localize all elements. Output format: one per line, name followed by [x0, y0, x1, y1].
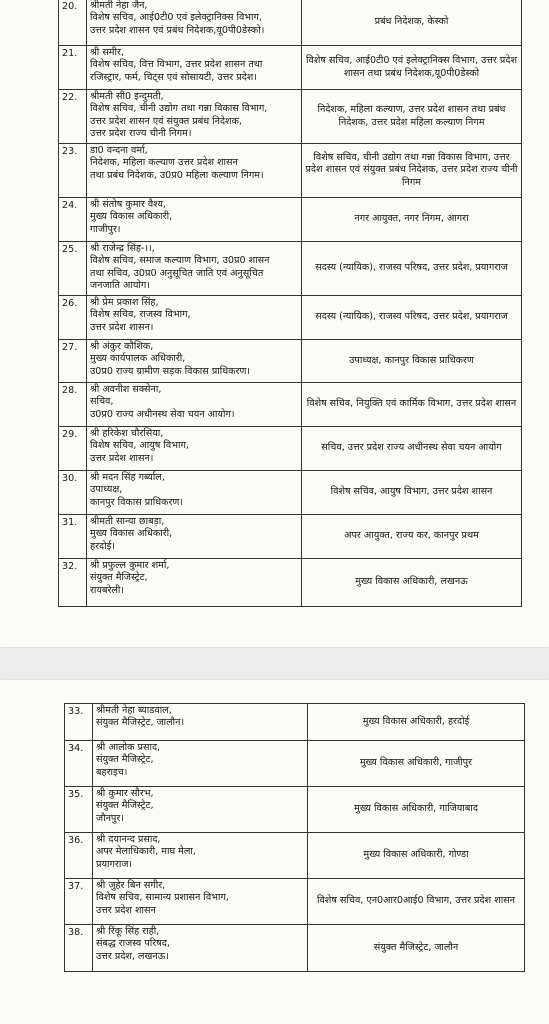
officer-line: श्रीमती सान्या छाबड़ा,	[90, 516, 165, 527]
officer-details	[87, 515, 302, 559]
serial-number: 29.	[59, 427, 87, 471]
serial-number: 22.	[59, 90, 87, 144]
officer-line: विशेष सचिव, चीनी उद्योग तथा गन्ना विकास विभाग,	[90, 103, 268, 115]
officer-line: श्री अवनीश सक्सेना,	[90, 384, 162, 395]
officer-line: गाजीपुर।	[90, 223, 121, 235]
officer-details	[93, 833, 308, 879]
officer-line: संयुक्त मैजिस्ट्रेट, जालौन।	[96, 717, 185, 729]
serial-number: 32.	[59, 559, 87, 607]
officer-line: श्रीमती सी0 इन्दुमती,	[90, 91, 164, 102]
officer-details	[87, 383, 302, 427]
table-row	[65, 787, 525, 833]
new-posting: प्रबंध निदेशक, केस्को	[302, 0, 522, 46]
officer-details	[87, 242, 302, 296]
officer-line: श्री दयानन्द प्रसाद,	[96, 834, 161, 845]
serial-number: 31.	[59, 515, 87, 559]
transfer-table-page-1	[58, 0, 522, 607]
officer-line: उत्तर प्रदेश, लखनऊ।	[96, 950, 169, 962]
officer-line: रजिस्ट्रार, फर्म, चिट्स एवं सोसायटी, उत्तर प्रदेश।	[90, 71, 257, 83]
new-posting: विशेष सचिव, आई0टी0 एवं इलेक्ट्रानिक्स विभाग, उत्तर प्रदेश शासन तथा प्रबंध निदेशक,यू0पी0डेस्को	[302, 46, 522, 90]
table-row	[59, 427, 522, 471]
table-row	[59, 198, 522, 242]
officer-details	[87, 559, 302, 607]
officer-line: रायबरेली।	[90, 584, 125, 596]
officer-details	[93, 925, 308, 972]
table-row	[59, 0, 522, 46]
table-row	[65, 879, 525, 925]
officer-details	[87, 144, 302, 198]
table-row	[59, 296, 522, 340]
serial-number: 30.	[59, 471, 87, 515]
new-posting: नगर आयुक्त, नगर निगम, आगरा	[302, 198, 522, 242]
officer-details	[87, 0, 302, 46]
officer-details	[93, 704, 308, 741]
serial-number: 35.	[65, 787, 93, 833]
officer-line: संयुक्त मैजिस्ट्रेट,	[90, 572, 148, 584]
table-row	[59, 90, 522, 144]
officer-line: श्री प्रफुल्ल कुमार शर्मा,	[90, 560, 170, 571]
officer-details	[87, 471, 302, 515]
new-posting: विशेष सचिव, एन0आर0आई0 विभाग, उत्तर प्रदेश शासन	[308, 879, 525, 925]
officer-details	[87, 340, 302, 383]
officer-line: जनजाति आयोग।	[90, 279, 150, 291]
table-row	[59, 144, 522, 198]
officer-line: अपर मेलाधिकारी, माघ मेला,	[96, 846, 196, 858]
officer-line: सचिव,	[90, 396, 114, 408]
new-posting: विशेष सचिव, चीनी उद्योग तथा गन्ना विकास विभाग, उत्तर प्रदेश शासन एवं संयुक्त प्रबंध निदेशक, उत्तर प्रदेश राज्य चीनी निगम	[302, 144, 522, 198]
serial-number: 28.	[59, 383, 87, 427]
officer-details	[87, 427, 302, 471]
table-row	[59, 46, 522, 90]
table-row	[65, 704, 525, 741]
officer-line: उत्तर प्रदेश शासन एवं संयुक्त प्रबंध निदेशक,	[90, 115, 242, 127]
officer-line: डा0 वन्दना वर्मा,	[90, 145, 148, 156]
officer-details	[93, 741, 308, 787]
serial-number: 38.	[65, 925, 93, 972]
serial-number: 25.	[59, 242, 87, 296]
table-row	[59, 515, 522, 559]
officer-line: श्री रिंकू सिंह राही,	[96, 926, 160, 937]
new-posting: मुख्य विकास अधिकारी, गोण्डा	[308, 833, 525, 879]
new-posting: विशेष सचिव, नियुक्ति एवं कार्मिक विभाग, उत्तर प्रदेश शासन	[302, 383, 522, 427]
table-row	[59, 242, 522, 296]
officer-line: श्री राजेन्द्र सिंह-।।,	[90, 243, 155, 254]
officer-line: उपाध्यक्ष,	[90, 484, 123, 496]
serial-number: 33.	[65, 704, 93, 741]
serial-number: 24.	[59, 198, 87, 242]
officer-line: उ0प्र0 राज्य अधीनस्थ सेवा चयन आयोग।	[90, 408, 235, 420]
new-posting: मुख्य विकास अधिकारी, हरदोई	[308, 704, 525, 741]
officer-line: मुख्य विकास अधिकारी,	[90, 528, 173, 540]
new-posting: विशेष सचिव, आयुष विभाग, उत्तर प्रदेश शासन	[302, 471, 522, 515]
serial-number: 21.	[59, 46, 87, 90]
table-row	[59, 471, 522, 515]
officer-line: संयुक्त मैजिस्ट्रेट,	[96, 800, 154, 812]
officer-line: विशेष सचिव, आई0टी0 एवं इलेक्ट्रानिक्स विभाग,	[90, 12, 262, 24]
officer-line: श्री समीर,	[90, 47, 125, 58]
officer-line: उ0प्र0 राज्य ग्रामीण सड़क विकास प्राधिकरण।	[90, 365, 251, 377]
officer-details	[93, 879, 308, 925]
officer-line: प्रयागराज।	[96, 858, 133, 870]
serial-number: 23.	[59, 144, 87, 198]
table-row	[59, 559, 522, 607]
officer-line: श्री हरिकेश चौरसिया,	[90, 428, 164, 439]
officer-details	[87, 198, 302, 242]
table-row	[65, 925, 525, 972]
officer-line: बहराइच।	[96, 766, 128, 778]
officer-line: संयुक्त मैजिस्ट्रेट,	[96, 754, 154, 766]
serial-number: 37.	[65, 879, 93, 925]
new-posting: अपर आयुक्त, राज्य कर, कानपुर प्रथम	[302, 515, 522, 559]
serial-number: 27.	[59, 340, 87, 383]
officer-details	[87, 296, 302, 340]
new-posting: निदेशक, महिला कल्याण, उत्तर प्रदेश शासन तथा प्रबंध निदेशक, उत्तर प्रदेश महिला कल्याण निगम	[302, 90, 522, 144]
officer-details	[93, 787, 308, 833]
new-posting: मुख्य विकास अधिकारी, गाजीपुर	[308, 741, 525, 787]
table-row	[59, 340, 522, 383]
table-row	[59, 383, 522, 427]
serial-number: 34.	[65, 741, 93, 787]
officer-line: विशेष सचिव, राजस्व विभाग,	[90, 309, 191, 321]
new-posting: मुख्य विकास अधिकारी, गाजियाबाद	[308, 787, 525, 833]
officer-line: श्री कुमार सौरभ,	[96, 788, 154, 799]
officer-line: तथा प्रबंध निदेशक, उ0प्र0 महिला कल्याण निगम।	[90, 169, 264, 181]
new-posting: उपाध्यक्ष, कानपुर विकास प्राधिकरण	[302, 340, 522, 383]
officer-line: विशेष सचिव, वित्त विभाग, उत्तर प्रदेश शासन तथा	[90, 59, 263, 71]
officer-line: उत्तर प्रदेश शासन।	[90, 321, 154, 333]
serial-number: 20.	[59, 0, 87, 46]
officer-line: उत्तर प्रदेश शासन।	[90, 452, 154, 464]
serial-number: 36.	[65, 833, 93, 879]
officer-line: हरदोई।	[90, 540, 115, 552]
table-row	[65, 833, 525, 879]
new-posting: सचिव, उत्तर प्रदेश राज्य अधीनस्थ सेवा चयन आयोग	[302, 427, 522, 471]
new-posting: संयुक्त मैजिस्ट्रेट, जालौन	[308, 925, 525, 972]
officer-line: श्री अंकुर कौशिक,	[90, 341, 154, 352]
new-posting: सदस्य (न्यायिक), राजस्व परिषद, उत्तर प्रदेश, प्रयागराज	[302, 296, 522, 340]
officer-line: तथा सचिव, उ0प्र0 अनुसूचित जाति एवं अनुसूचित	[90, 267, 264, 279]
officer-details	[87, 90, 302, 144]
new-posting: सदस्य (न्यायिक), राजस्व परिषद, उत्तर प्रदेश, प्रयागराज	[302, 242, 522, 296]
officer-line: श्री संतोष कुमार वैश्य,	[90, 199, 166, 210]
table-row	[65, 741, 525, 787]
officer-line: मुख्य विकास अधिकारी,	[90, 211, 173, 223]
officer-line: मुख्य कार्यपालक अधिकारी,	[90, 353, 186, 365]
officer-line: श्रीमती नेहा जैन,	[90, 0, 148, 11]
officer-line: श्री आलोक प्रसाद,	[96, 742, 161, 753]
officer-line: उत्तर प्रदेश शासन एवं प्रबंध निदेशक,यू0पी0डेस्को।	[90, 24, 265, 36]
officer-line: संबद्ध राजस्व परिषद,	[96, 938, 170, 950]
transfer-table-page-2	[64, 703, 525, 972]
officer-line: उत्तर प्रदेश शासन	[96, 904, 156, 916]
officer-line: श्री प्रेम प्रकाश सिंह,	[90, 297, 159, 308]
officer-line: विशेष सचिव, आयुष विभाग,	[90, 440, 189, 452]
serial-number: 26.	[59, 296, 87, 340]
officer-details	[87, 46, 302, 90]
officer-line: निदेशक, महिला कल्याण उत्तर प्रदेश शासन	[90, 157, 238, 169]
officer-line: श्री जुहेर बिन सगीर,	[96, 880, 166, 891]
new-posting: मुख्य विकास अधिकारी, लखनऊ	[302, 559, 522, 607]
officer-line: विशेष सचिव, सामान्य प्रशासन विभाग,	[96, 892, 229, 904]
officer-line: जौनपुर।	[96, 812, 124, 824]
officer-line: उत्तर प्रदेश राज्य चीनी निगम।	[90, 127, 192, 139]
officer-line: श्री मदन सिंह गर्ब्याल,	[90, 472, 165, 483]
officer-line: विशेष सचिव, समाज कल्याण विभाग, उ0प्र0 शासन	[90, 255, 270, 267]
officer-line: श्रीमती नेहा ब्याडवाल,	[96, 705, 172, 716]
officer-line: कानपुर विकास प्राधिकरण।	[90, 496, 183, 508]
